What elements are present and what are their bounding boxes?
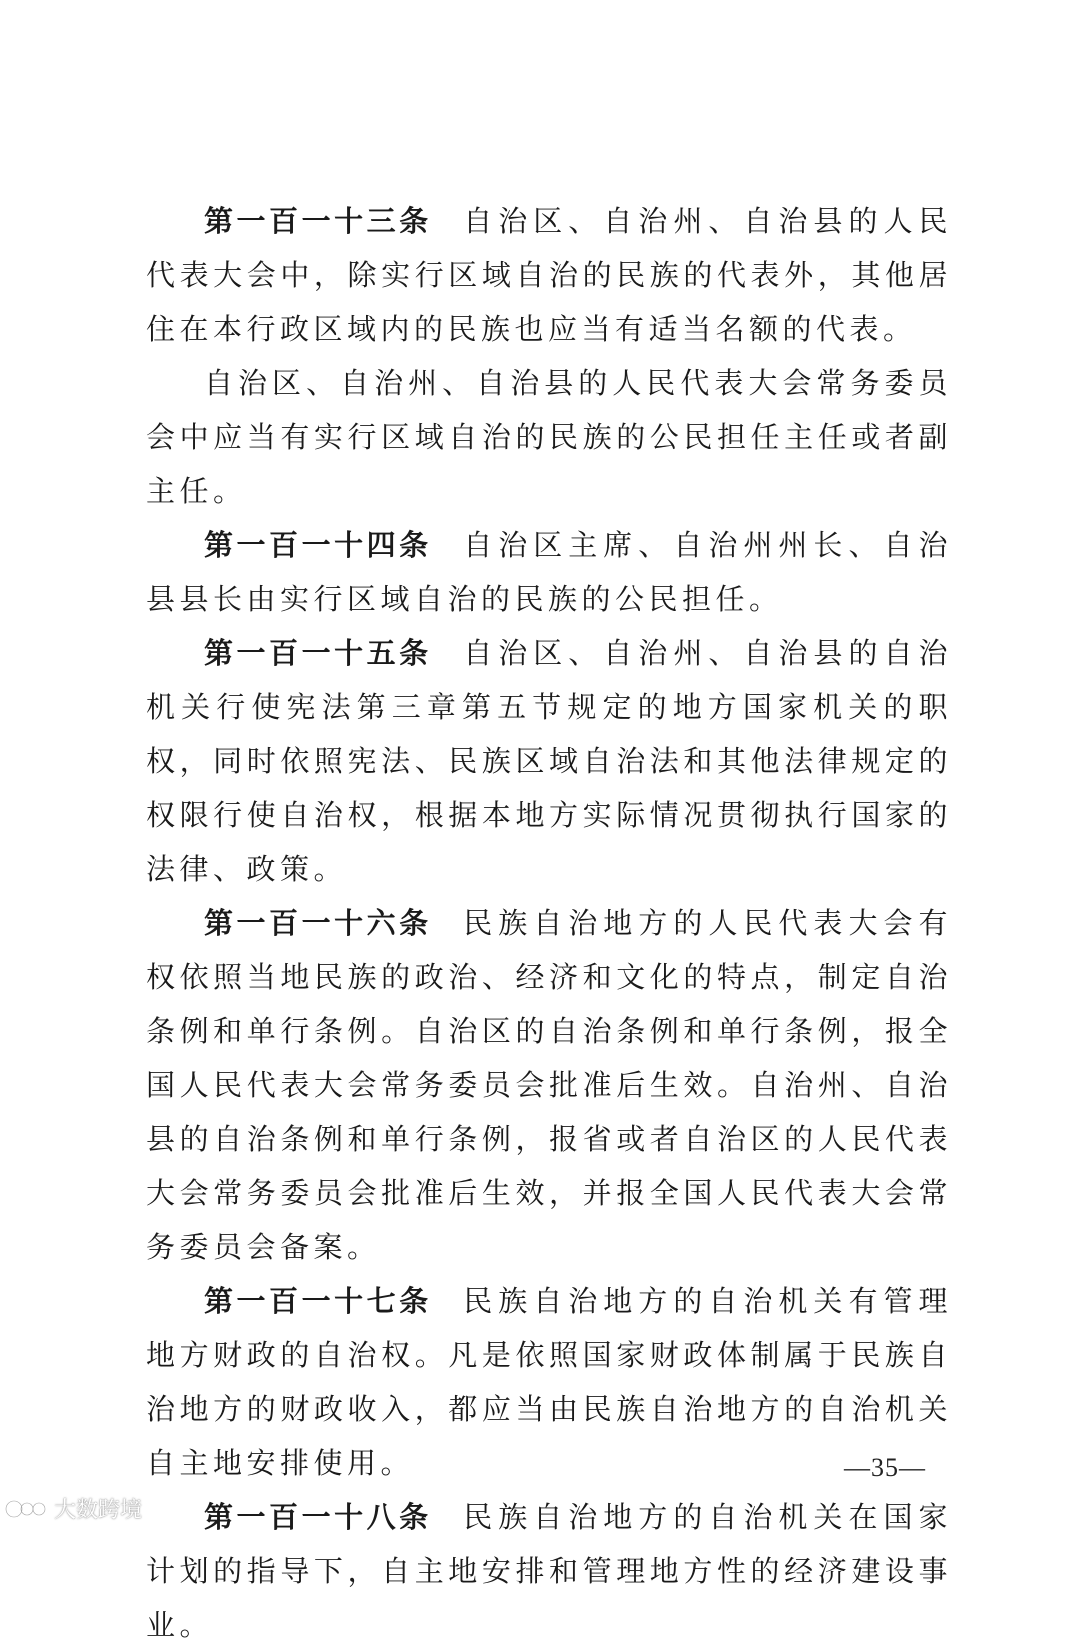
logo-icon (4, 1496, 48, 1522)
article-118 (146, 1490, 952, 1652)
article-113 (146, 194, 952, 356)
article-number: 第一百一十八条 (204, 1500, 432, 1534)
article-113-paragraph-2: 自治区、自治州、自治县的人民代表大会常务委员会中应当有实行区域自治的民族的公民担任主任或者副主任。 (146, 366, 952, 508)
article-114 (146, 518, 952, 626)
article-number: 第一百一十五条 (204, 636, 432, 670)
article-text: 自治区主席、自治州州长、自治县县长由实行区域自治的民族的公民担任。 (146, 528, 952, 616)
article-number: 第一百一十三条 (204, 204, 432, 238)
article-number: 第一百一十六条 (204, 906, 432, 940)
article-117 (146, 1274, 952, 1490)
article-number: 第一百一十四条 (204, 528, 432, 562)
article-text: 自治区、自治州、自治县的人民代表大会中，除实行区域自治的民族的代表外，其他居住在本行政区域内的民族也应当有适当名额的代表。 (146, 204, 952, 346)
article-115 (146, 626, 952, 896)
article-number: 第一百一十七条 (204, 1284, 432, 1318)
document-body (146, 194, 952, 1652)
article-text: 民族自治地方的人民代表大会有权依照当地民族的政治、经济和文化的特点，制定自治条例和单行条例。自治区的自治条例和单行条例，报全国人民代表大会常务委员会批准后生效。自治州、自治县的自治条例和单行条例，报省或者自治区的人民代表大会常务委员会批准后生效，并报全国人民代表大会常务委员会备案。 (146, 906, 952, 1264)
article-text: 民族自治地方的自治机关有管理地方财政的自治权。凡是依照国家财政体制属于民族自治地方的财政收入，都应当由民族自治地方的自治机关自主地安排使用。 (146, 1284, 952, 1480)
article-text: 自治区、自治州、自治县的自治机关行使宪法第三章第五节规定的地方国家机关的职权，同时依照宪法、民族区域自治法和其他法律规定的权限行使自治权，根据本地方实际情况贯彻执行国家的法律、政策。 (146, 636, 952, 886)
watermark-text: 大数跨境 (54, 1498, 143, 1523)
article-116 (146, 896, 952, 1274)
article-text: 民族自治地方的自治机关在国家计划的指导下，自主地安排和管理地方性的经济建设事业。 (146, 1500, 952, 1642)
watermark (4, 1493, 142, 1524)
page-number: —35— (844, 1453, 926, 1482)
